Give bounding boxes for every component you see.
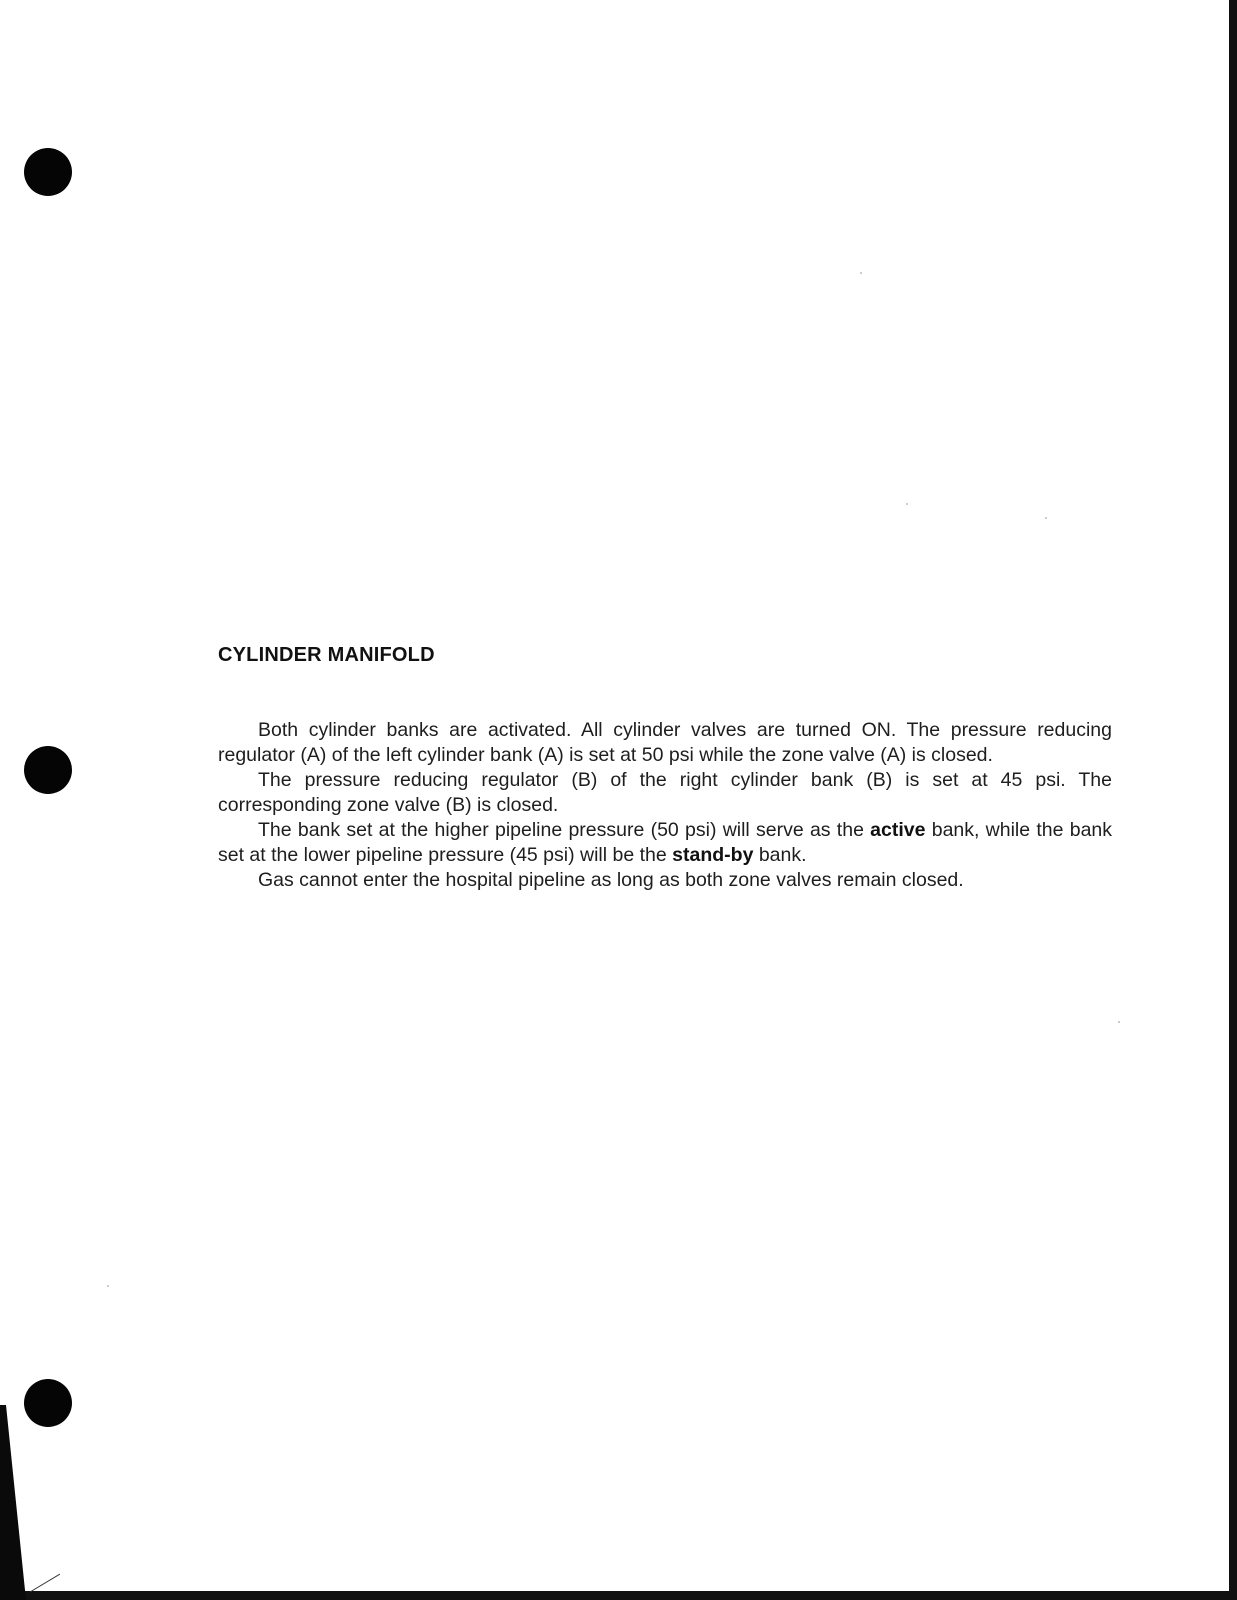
scan-speck — [860, 272, 862, 274]
paragraph-3-text: bank. — [753, 844, 807, 866]
scan-speck — [107, 1285, 109, 1287]
paragraph-4: Gas cannot enter the hospital pipeline as long as both zone valves remain closed. — [258, 869, 964, 891]
stand-by-term: stand-by — [672, 844, 754, 866]
paragraph-2: The pressure reducing regulator (B) of the right cylinder bank (B) is set at 45 psi. The corresponding zone valve (B) is closed. — [218, 769, 1112, 816]
scan-edge-bottom — [0, 1591, 1237, 1600]
body-text — [218, 718, 1112, 893]
section-heading: CYLINDER MANIFOLD — [218, 644, 435, 666]
scan-edge-left — [0, 0, 60, 1600]
scan-speck — [1045, 517, 1047, 519]
paragraph-3 — [218, 818, 1112, 868]
paragraph-1: Both cylinder banks are activated. All cylinder valves are turned ON. The pressure reducing regulator (A) of the left cylinder bank (A) is set at 50 psi while the zone valve (A) is closed. — [218, 719, 1112, 766]
paragraph-3-text: bank, while the bank set at the lower pipeline pressure (45 psi) will be the — [218, 819, 1113, 866]
binder-hole-top — [24, 148, 72, 196]
scan-edge-right — [1229, 0, 1237, 1600]
binder-hole-bottom — [24, 1379, 72, 1427]
active-term: active — [870, 819, 926, 841]
scan-speck — [906, 503, 908, 505]
paragraph-3-text: The bank set at the higher pipeline pressure (50 psi) will serve as the — [258, 819, 871, 841]
scan-speck — [1118, 1021, 1120, 1023]
binder-hole-middle — [24, 746, 72, 794]
